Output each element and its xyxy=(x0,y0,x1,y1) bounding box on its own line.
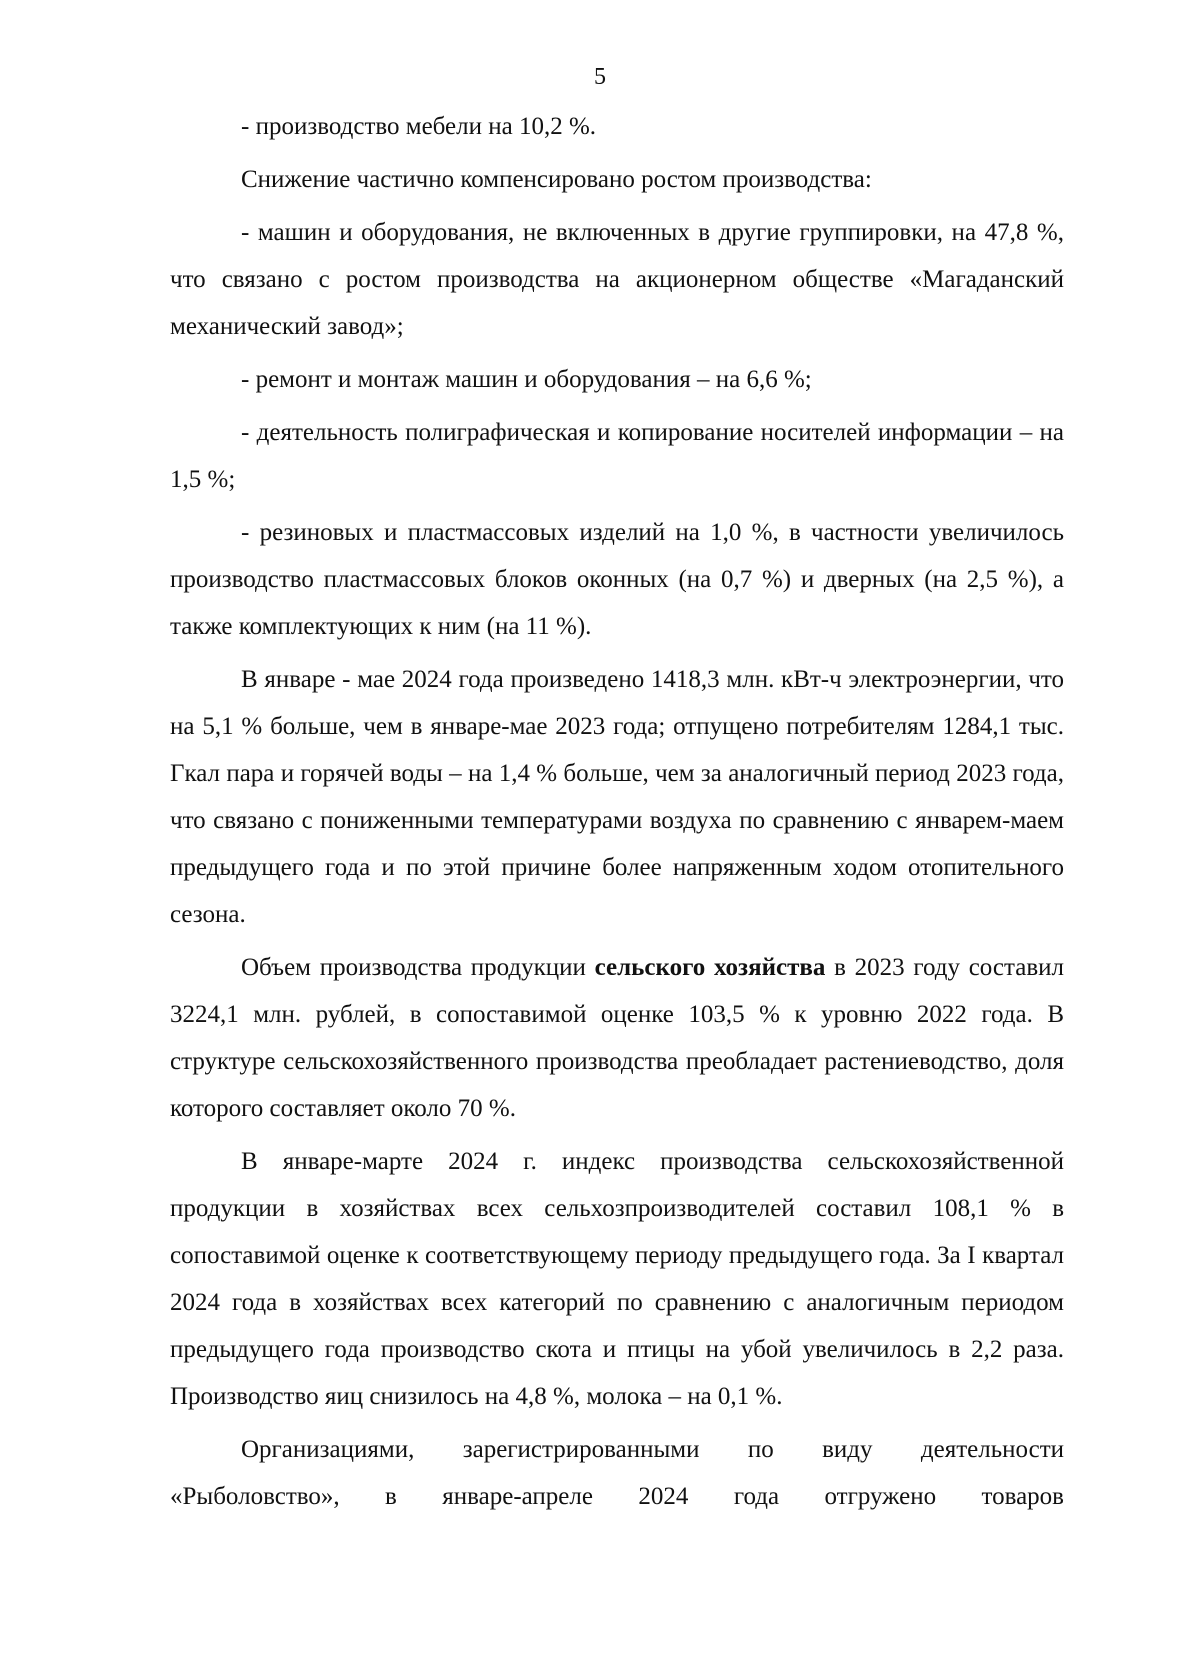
agriculture-text-end: в 2023 году составил 3224,1 млн. рублей, в сопоставимой оценке 103,5 % к уровню 2022 года. В структуре сельскохозяйственного производства преобладает растениеводство, доля которого составляет около 70 %. xyxy=(170,954,1065,1122)
paragraph-compensation: Снижение частично компенсировано ростом производства: xyxy=(241,166,872,193)
agriculture-text-start: Объем производства продукции xyxy=(241,954,595,981)
paragraph-printing: - деятельность полиграфическая и копирование носителей информации – на 1,5 %; xyxy=(170,419,1064,493)
body-text xyxy=(170,103,1064,1520)
paragraph-plastics: - резиновых и пластмассовых изделий на 1,0 %, в частности увеличилось производство пластмассовых блоков оконных (на 0,7 %) и дверных (на 2,5 %), а также комплектующих к ним (на 11 %). xyxy=(170,519,1064,640)
paragraph-machinery: - машин и оборудования, не включенных в другие группировки, на 47,8 %, что связано с ростом производства на акционерном обществе «Магаданский механический завод»; xyxy=(170,219,1064,340)
paragraph-agriculture xyxy=(170,944,1064,1132)
paragraph-agri-index: В январе-марте 2024 г. индекс производства сельскохозяйственной продукции в хозяйствах всех сельхозпроизводителей составил 108,1 % в сопоставимой оценке к соответствующему периоду предыдущего года. За I квартал 2024 года в хозяйствах всех категорий по сравнению с аналогичным периодом предыдущего года производство скота и птицы на убой увеличилось в 2,2 раза. Производство яиц снизилось на 4,8 %, молока – на 0,1 %. xyxy=(170,1148,1064,1410)
paragraph-furniture: - производство мебели на 10,2 %. xyxy=(241,113,597,140)
paragraph-repair: - ремонт и монтаж машин и оборудования – на 6,6 %; xyxy=(241,366,812,393)
paragraph-energy: В январе - мае 2024 года произведено 1418,3 млн. кВт-ч электроэнергии, что на 5,1 % больше, чем в январе-мае 2023 года; отпущено потребителям 1284,1 тыс. Гкал пара и горячей воды – на 1,4 % больше, чем за аналогичный период 2023 года, что связано с пониженными температурами воздуха по сравнению с январем-маем предыдущего года и по этой причине более напряженным ходом отопительного сезона. xyxy=(170,666,1064,928)
agriculture-emphasis: сельского хозяйства xyxy=(594,954,826,981)
paragraph-fishing: Организациями, зарегистрированными по виду деятельности «Рыболовство», в январе-апреле 2024 года отгружено товаров xyxy=(170,1436,1064,1510)
page-number: 5 xyxy=(594,64,606,90)
